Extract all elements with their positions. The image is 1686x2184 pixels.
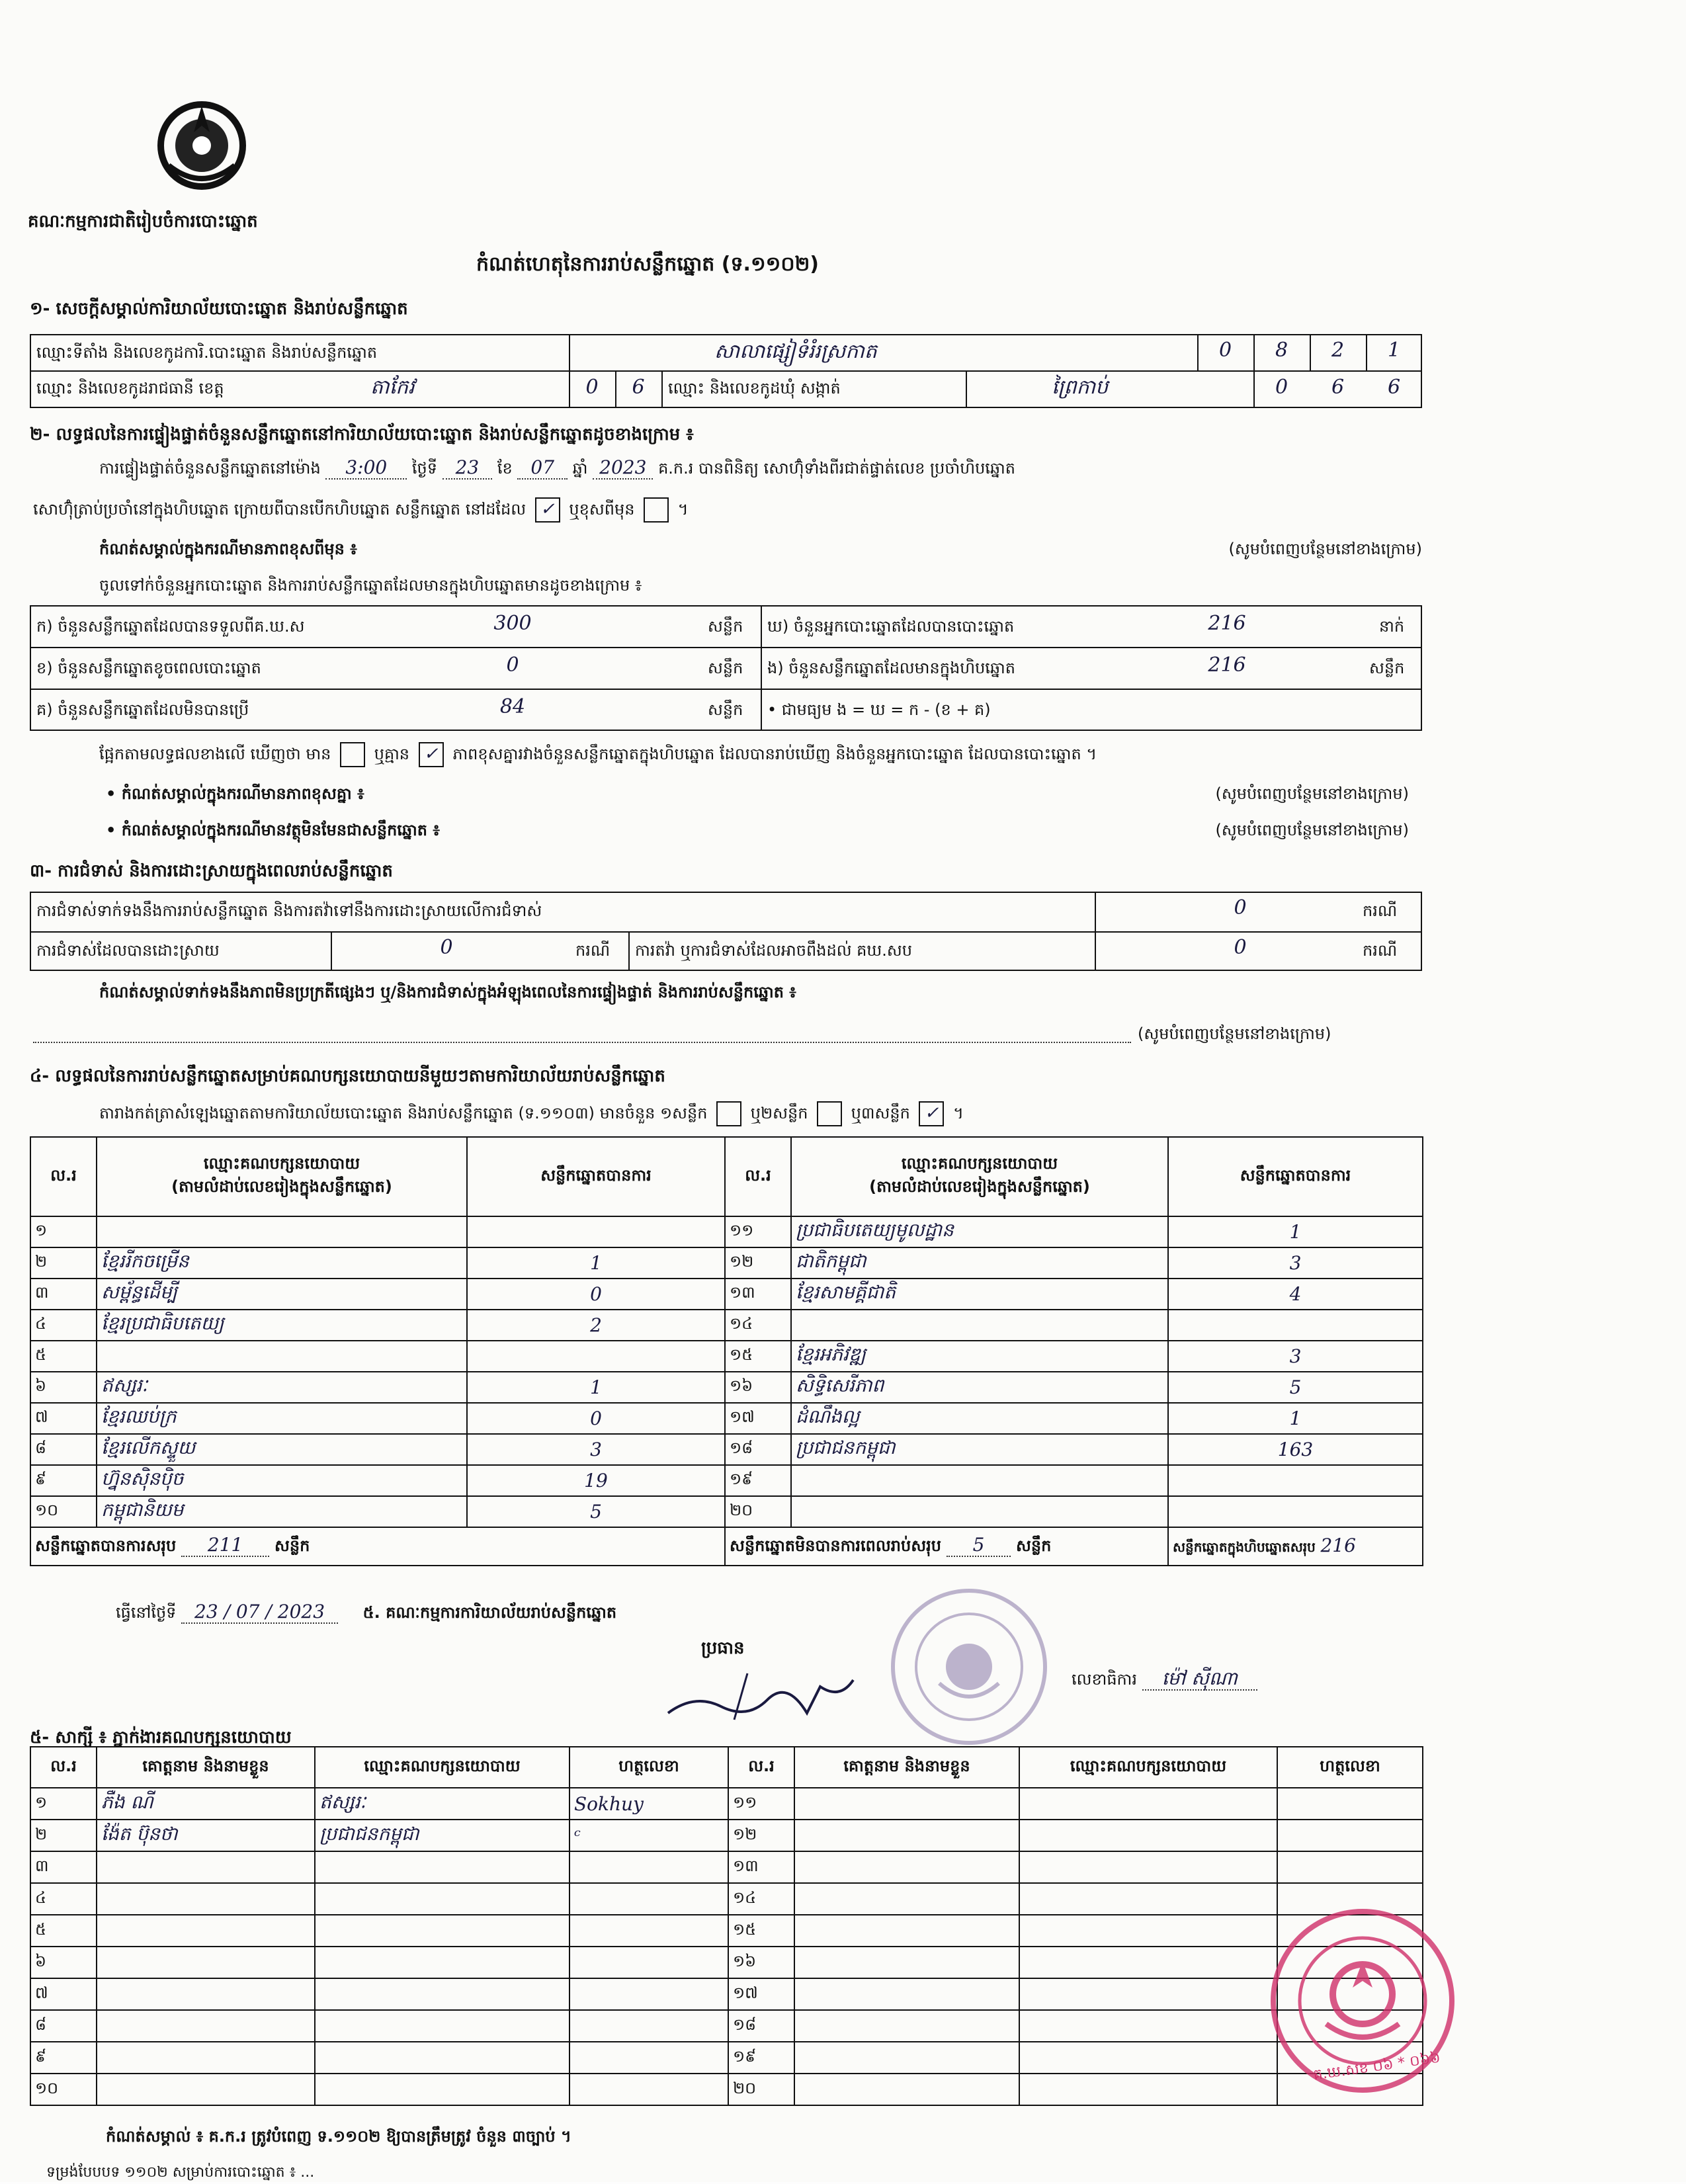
table-row	[30, 2042, 1423, 2074]
section4-intro-pre: តារាងកត់ត្រាសំឡេងឆ្នោតតាមការិយាល័យបោះឆ្នោត និងរាប់សន្លឹកឆ្នោត (ទ.១១០៣) មានចំនួន ១សន្លឹក	[99, 1104, 708, 1122]
witness-no-right: ១១	[728, 1788, 794, 1820]
date-row	[116, 1601, 616, 1626]
table-row	[30, 1465, 1423, 1496]
results-col-party-left-text: ឈ្មោះគណបក្សនយោបាយ	[203, 1154, 360, 1173]
total-valid: 211	[181, 1534, 269, 1557]
results-no-right: ១៤	[725, 1310, 791, 1341]
results-party-right: ដំណឹងល្អ	[791, 1403, 1168, 1434]
witness-name-left	[97, 1947, 315, 1978]
form-title: កំណត់ហេតុនៃការរាប់សន្លឹកឆ្នោត (ទ.១១០២)	[476, 253, 820, 276]
witness-no-left: ៥	[30, 1915, 97, 1947]
commune-value: ព្រៃកាប់	[1052, 376, 1109, 399]
table-row	[30, 1372, 1423, 1403]
results-no-right: ១១	[725, 1216, 791, 1247]
total-invalid: 5	[947, 1534, 1011, 1557]
witness-name-left: ង៉ែត ប៊ុនថា	[97, 1820, 315, 1851]
two-sheet-checkbox[interactable]	[817, 1101, 842, 1126]
location-code-2: 8	[1275, 339, 1288, 362]
section3-heading: ៣- ការជំទាស់ និងការដោះស្រាយក្នុងពេលរាប់សន្លឹកឆ្នោត	[30, 861, 393, 881]
witness-no-left: ២	[30, 1820, 97, 1851]
results-col-party-right-sub: (តាមលំដាប់លេខរៀងក្នុងសន្លឹកឆ្នោត)	[869, 1177, 1090, 1196]
count-d-unit: នាក់	[1379, 617, 1405, 636]
count-a-label: ក) ចំនួនសន្លឹកឆ្នោតដែលបានទទួលពីគ.ឃ.ស	[36, 617, 305, 636]
results-no-left: ២	[30, 1247, 97, 1279]
location-code-3: 2	[1331, 339, 1345, 362]
witness-name-left	[97, 2074, 315, 2105]
witness-party-right	[1019, 2074, 1277, 2105]
witness-no-right: ១៨	[728, 2010, 794, 2042]
footer-note: កំណត់សម្គាល់ ៖ គ.ក.រ ត្រូវបំពេញ ទ.១១០២ ឱ្យបានត្រឹមត្រូវ ចំនួន ៣ច្បាប់ ។	[106, 2127, 571, 2146]
committee-label: ៥. គណៈកម្មការការិយាល័យរាប់សន្លឹកឆ្នោត	[362, 1603, 617, 1622]
witness-no-left: ៤	[30, 1883, 97, 1915]
results-col-votes-right: សន្លឹកឆ្នោតបានការ	[1168, 1137, 1423, 1216]
objection-row2-unit: ករណី	[575, 941, 611, 960]
objection-row1-value: 0	[1234, 896, 1247, 919]
objection-note-line	[33, 1042, 1131, 1043]
witness-sign-left: ᶜ	[569, 1820, 728, 1851]
witness-name-right	[794, 1883, 1019, 1915]
results-col-no-right: ល.រ	[725, 1137, 791, 1216]
verify-month: 07	[517, 456, 568, 480]
witness-name-left: ភឺង ណី	[97, 1788, 315, 1820]
results-col-votes-left: សន្លឹកឆ្នោតបានការ	[467, 1137, 725, 1216]
section4-intro-mid2: ឬ៣សន្លឹក	[851, 1104, 910, 1122]
results-party-right	[791, 1310, 1168, 1341]
bottom-note: ទម្រង់បែបបទ ១១០២ សម្រាប់ការបោះឆ្នោត ៖ ...	[46, 2164, 315, 2181]
total-invalid-unit: សន្លឹក	[1016, 1536, 1052, 1555]
results-party-left	[97, 1216, 467, 1247]
results-votes-right: 3	[1168, 1247, 1423, 1279]
witness-col-no-left: ល.រ	[30, 1747, 97, 1788]
section4-heading: ៤- លទ្ធផលនៃការរាប់សន្លឹកឆ្នោតសម្រាប់គណបក្សនយោបាយនីមួយៗតាមការិយាល័យរាប់សន្លឹកឆ្នោត	[30, 1066, 665, 1086]
table-row	[30, 2010, 1423, 2042]
province-code-1: 0	[585, 376, 599, 399]
witness-party-right	[1019, 2042, 1277, 2074]
verify-day: 23	[443, 456, 493, 480]
compare-pre: ផ្អែកតាមលទ្ធផលខាងលើ ឃើញថា មាន	[99, 745, 331, 763]
province-label: ឈ្មោះ និងលេខកូដរាជធានី ខេត្ត	[36, 379, 224, 398]
table-row	[30, 1434, 1423, 1465]
results-votes-left: 1	[467, 1247, 725, 1279]
witness-no-right: ១៤	[728, 1883, 794, 1915]
witness-party-right	[1019, 1978, 1277, 2010]
emblem-icon	[149, 93, 255, 198]
chair-signature	[655, 1654, 893, 1733]
results-body	[30, 1216, 1423, 1527]
witness-no-left: ១០	[30, 2074, 97, 2105]
no-difference-checkbox[interactable]: ✓	[419, 742, 444, 767]
witness-party-right	[1019, 1788, 1277, 1820]
witness-col-party-left: ឈ្មោះគណបក្សនយោបាយ	[315, 1747, 569, 1788]
witness-no-right: ១៩	[728, 2042, 794, 2074]
count-d-value: 216	[1208, 612, 1246, 635]
results-votes-left: 1	[467, 1372, 725, 1403]
results-party-right	[791, 1465, 1168, 1496]
witness-party-right	[1019, 2010, 1277, 2042]
table-row	[30, 1788, 1423, 1820]
results-votes-right	[1168, 1496, 1423, 1527]
verify-line2-alt: ឬខុសពីមុន	[569, 500, 635, 519]
witness-party-left: ឥស្សរៈ	[315, 1788, 569, 1820]
results-party-right	[791, 1496, 1168, 1527]
count-e-unit: សន្លឹក	[1369, 659, 1405, 677]
witness-party-left: ប្រជាជនកម្ពុជា	[315, 1820, 569, 1851]
secretary-name: ម៉ៅ ស៊ីណា	[1142, 1667, 1257, 1691]
count-d-label: ឃ) ចំនួនអ្នកបោះឆ្នោតដែលបានបោះឆ្នោត	[767, 617, 1015, 636]
totals-mid	[725, 1527, 1168, 1566]
witness-party-right	[1019, 1851, 1277, 1883]
results-no-right: ១៨	[725, 1434, 791, 1465]
province-value: តាកែវ	[370, 376, 415, 399]
results-no-left: ៧	[30, 1403, 97, 1434]
witness-sign-right	[1277, 1820, 1423, 1851]
results-no-right: ១៧	[725, 1403, 791, 1434]
results-table	[30, 1136, 1423, 1566]
secretary-row	[1072, 1667, 1257, 1694]
results-no-left: ៨	[30, 1434, 97, 1465]
results-votes-left	[467, 1341, 725, 1372]
province-code-2: 6	[632, 376, 645, 399]
table-row	[30, 1851, 1423, 1883]
count-formula: • ជាមធ្យម ង = ឃ = ក - (ខ + គ)	[767, 700, 991, 719]
witness-name-right	[794, 1788, 1019, 1820]
witness-name-right	[794, 1947, 1019, 1978]
witness-party-left	[315, 1978, 569, 2010]
witness-name-right	[794, 1978, 1019, 2010]
witness-no-left: ៨	[30, 2010, 97, 2042]
results-party-right: ប្រជាជនកម្ពុជា	[791, 1434, 1168, 1465]
results-party-left: កម្ពុជានិយម	[97, 1496, 467, 1527]
results-party-left: ឥស្សរៈ	[97, 1372, 467, 1403]
count-c-label: គ) ចំនួនសន្លឹកឆ្នោតដែលមិនបានប្រើ	[36, 700, 249, 719]
commune-code-2: 6	[1331, 376, 1345, 399]
verify-year: 2023	[593, 456, 653, 480]
witness-no-right: ១៥	[728, 1915, 794, 1947]
results-no-left: ៩	[30, 1465, 97, 1496]
compare-mid: ឬគ្មាន	[374, 745, 410, 763]
results-party-right: ប្រជាធិបតេយ្យមូលដ្ឋាន	[791, 1216, 1168, 1247]
bullet1-hint: (សូមបំពេញបន្ថែមនៅខាងក្រោម)	[1215, 784, 1409, 803]
witness-party-right	[1019, 1883, 1277, 1915]
witness-no-left: ១	[30, 1788, 97, 1820]
total-valid-unit: សន្លឹក	[274, 1536, 310, 1555]
witness-party-right	[1019, 1820, 1277, 1851]
results-votes-left: 0	[467, 1279, 725, 1310]
results-votes-right	[1168, 1310, 1423, 1341]
different-checkbox[interactable]	[644, 497, 669, 523]
count-b-unit: សន្លឹក	[708, 659, 743, 677]
witness-sign-left	[569, 1851, 728, 1883]
witness-col-name-right: គោត្តនាម និងនាមខ្លួន	[794, 1747, 1019, 1788]
note1-hint: (សូមបំពេញបន្ថែមនៅខាងក្រោម)	[1228, 540, 1422, 558]
compare-post: ភាពខុសគ្នារវាងចំនួនសន្លឹកឆ្នោតក្នុងហិបឆ្នោត ដែលបានរាប់ឃើញ និងចំនួនអ្នកបោះឆ្នោត ដែលបានបោះឆ្នោត ។	[452, 745, 1097, 763]
witness-sign-left	[569, 1978, 728, 2010]
witness-party-left	[315, 1883, 569, 1915]
verify-line1-pre: ការផ្ទៀងផ្ទាត់ចំនួនសន្លឹកឆ្នោតនៅម៉ោង	[99, 459, 321, 478]
table-row	[30, 1915, 1423, 1947]
count-c-unit: សន្លឹក	[708, 700, 743, 719]
witness-name-left	[97, 1915, 315, 1947]
one-sheet-checkbox[interactable]	[716, 1101, 741, 1126]
results-col-no-left: ល.រ	[30, 1137, 97, 1216]
results-party-left	[97, 1341, 467, 1372]
results-party-right: ខ្មែរអភិវឌ្ឍ	[791, 1341, 1168, 1372]
total-invalid-label: សន្លឹកឆ្នោតមិនបានការពេលរាប់សរុប	[730, 1536, 941, 1555]
witness-sign-right	[1277, 1788, 1423, 1820]
objection-row1-label: ការជំទាស់ទាក់ទងនឹងការរាប់សន្លឹកឆ្នោត និងការតវ៉ាទៅនឹងការដោះស្រាយលើការជំទាស់	[36, 902, 542, 920]
results-no-left: ១	[30, 1216, 97, 1247]
witness-sign-left	[569, 2042, 728, 2074]
committee-stamp	[886, 1584, 1052, 1749]
table-row	[30, 1947, 1423, 1978]
witness-party-left	[315, 1851, 569, 1883]
witness-sign-left	[569, 2010, 728, 2042]
location-code-1: 0	[1218, 339, 1232, 362]
count-b-value: 0	[506, 653, 519, 677]
section4-intro-mid1: ឬ២សន្លឹក	[750, 1104, 808, 1122]
results-party-left: ហ្វ៊ុនស៊ិនប៉ិច	[97, 1465, 467, 1496]
date-value: 23 / 07 / 2023	[181, 1601, 338, 1624]
witness-no-right: ២០	[728, 2074, 794, 2105]
results-votes-left: 3	[467, 1434, 725, 1465]
results-votes-left: 0	[467, 1403, 725, 1434]
witness-party-left	[315, 2010, 569, 2042]
section2-heading: ២- លទ្ធផលនៃការផ្ទៀងផ្ទាត់ចំនួនសន្លឹកឆ្នោតនៅការិយាល័យបោះឆ្នោត និងរាប់សន្លឹកឆ្នោតដូចខាងក្រោម ៖	[30, 425, 694, 444]
commune-code-3: 6	[1387, 376, 1401, 399]
witness-no-left: ៣	[30, 1851, 97, 1883]
witness-no-left: ៦	[30, 1947, 97, 1978]
witness-name-left	[97, 1978, 315, 2010]
secretary-label: លេខាធិការ	[1072, 1670, 1138, 1689]
witness-sign-left	[569, 1947, 728, 1978]
count-a-value: 300	[493, 612, 532, 635]
witness-col-party-right: ឈ្មោះគណបក្សនយោបាយ	[1019, 1747, 1277, 1788]
results-votes-left: 19	[467, 1465, 725, 1496]
results-votes-right: 5	[1168, 1372, 1423, 1403]
witness-party-right	[1019, 1915, 1277, 1947]
section4-intro: តារាងកត់ត្រាសំឡេងឆ្នោតតាមការិយាល័យបោះឆ្នោត និងរាប់សន្លឹកឆ្នោត (ទ.១១០៣) មានចំនួន ១សន្លឹក ឬ២សន្លឹក ឬ៣សន្លឹក ✓ ។	[99, 1101, 964, 1126]
witness-table	[30, 1746, 1423, 2106]
table-row	[30, 1279, 1423, 1310]
witness-body	[30, 1788, 1423, 2105]
bullet2-hint: (សូមបំពេញបន្ថែមនៅខាងក្រោម)	[1215, 821, 1409, 839]
total-box-label: សន្លឹកឆ្នោតក្នុងហិបឆ្នោតសរុប	[1173, 1539, 1316, 1555]
results-votes-left	[467, 1216, 725, 1247]
stamp-code: គ.ឃ.សខ ០៦ * ០៦៦	[1312, 2049, 1442, 2084]
results-col-party-right-text: ឈ្មោះគណបក្សនយោបាយ	[901, 1154, 1058, 1173]
witness-no-right: ១២	[728, 1820, 794, 1851]
table-row	[30, 2074, 1423, 2105]
note1-label: កំណត់សម្គាល់ក្នុងករណីមានភាពខុសពីមុន ៖	[99, 540, 357, 558]
witness-no-left: ៧	[30, 1978, 97, 2010]
results-col-party-left-sub: (តាមលំដាប់លេខរៀងក្នុងសន្លឹកឆ្នោត)	[171, 1177, 392, 1196]
results-no-left: ៣	[30, 1279, 97, 1310]
totals-left	[30, 1527, 725, 1566]
witness-name-right	[794, 1820, 1019, 1851]
results-votes-right: 4	[1168, 1279, 1423, 1310]
witness-no-left: ៩	[30, 2042, 97, 2074]
count-a-unit: សន្លឹក	[708, 617, 743, 636]
results-votes-right	[1168, 1465, 1423, 1496]
witness-col-no-right: ល.រ	[728, 1747, 794, 1788]
verify-month-label: ខែ	[497, 459, 513, 478]
results-votes-right: 3	[1168, 1341, 1423, 1372]
objection-row2-mid-value: 0	[1234, 936, 1247, 959]
count-e-value: 216	[1208, 653, 1246, 677]
date-label: ធ្វើនៅថ្ងៃទី	[116, 1603, 177, 1622]
bullet2-row	[106, 820, 1422, 843]
has-difference-checkbox[interactable]	[340, 742, 365, 767]
verify-time: 3:00	[325, 456, 407, 480]
witness-col-sign-left: ហត្ថលេខា	[569, 1747, 728, 1788]
witness-sign-left	[569, 1883, 728, 1915]
objection-row2-mid-unit: ករណី	[1363, 941, 1398, 960]
results-no-left: ៦	[30, 1372, 97, 1403]
witness-name-right	[794, 2074, 1019, 2105]
table-row	[30, 1216, 1423, 1247]
compare-line	[99, 742, 1097, 767]
witness-name-left	[97, 1851, 315, 1883]
commune-label: ឈ្មោះ និងលេខកូដឃុំ សង្កាត់	[668, 379, 841, 398]
results-votes-left: 2	[467, 1310, 725, 1341]
witness-name-right	[794, 1851, 1019, 1883]
count-c-value: 84	[499, 695, 526, 718]
total-box: 216	[1320, 1534, 1356, 1556]
results-no-right: ២០	[725, 1496, 791, 1527]
commune-code-1: 0	[1275, 376, 1288, 399]
location-code-4: 1	[1387, 339, 1401, 362]
witness-no-right: ១៦	[728, 1947, 794, 1978]
results-party-right: ជាតិកម្ពុជា	[791, 1247, 1168, 1279]
witness-name-right	[794, 1915, 1019, 1947]
bullet1-row	[106, 784, 1422, 807]
results-votes-right: 163	[1168, 1434, 1423, 1465]
witness-party-left	[315, 2042, 569, 2074]
results-no-right: ១៥	[725, 1341, 791, 1372]
witness-col-sign-right: ហត្ថលេខា	[1277, 1747, 1423, 1788]
section5-heading: ៥- សាក្សី ៖ ភ្នាក់ងារគណបក្សនយោបាយ	[30, 1728, 292, 1747]
results-col-party-left	[97, 1137, 467, 1216]
witness-sign-left	[569, 2074, 728, 2105]
results-no-right: ១៣	[725, 1279, 791, 1310]
table-row	[30, 1820, 1423, 1851]
witness-sign-right	[1277, 1851, 1423, 1883]
location-value: សាលាផ្សៀទំរំរស្រកាត	[714, 340, 877, 363]
note1-row	[99, 539, 1422, 562]
verify-line2-text: សោហ៊ុំត្រាប់ប្រចាំនៅក្នុងហិបឆ្នោត ក្រោយពីបានបើកហិបឆ្នោត សន្លឹកឆ្នោត នៅដដែល	[33, 500, 527, 519]
results-votes-left: 5	[467, 1496, 725, 1527]
witness-sign-left: Sokhuy	[569, 1788, 728, 1820]
table-row	[30, 1341, 1423, 1372]
verify-year-label: ឆ្នាំ	[572, 459, 588, 478]
count-b-label: ខ) ចំនួនសន្លឹកឆ្នោតខូចពេលបោះឆ្នោត	[36, 659, 261, 677]
results-no-right: ១៦	[725, 1372, 791, 1403]
witness-party-right	[1019, 1947, 1277, 1978]
witness-col-name-left: គោត្តនាម និងនាមខ្លួន	[97, 1747, 315, 1788]
objection-row2-label: ការជំទាស់ដែលបានដោះស្រាយ	[36, 941, 220, 960]
objection-note: កំណត់សម្គាល់ទាក់ទងនឹងភាពមិនប្រក្រតីផ្សេងៗ ឬ/និងការជំទាស់ក្នុងអំឡុងពេលនៃការផ្ទៀងផ្ទាត់ និងការរាប់សន្លឹកឆ្នោត ៖	[99, 983, 796, 1001]
results-party-right: សិទ្ធិសេរីភាព	[791, 1372, 1168, 1403]
witness-sign-left	[569, 1915, 728, 1947]
witness-name-left	[97, 1883, 315, 1915]
results-no-left: ៤	[30, 1310, 97, 1341]
results-party-left: ខ្មែរលើកស្ទួយ	[97, 1434, 467, 1465]
results-no-right: ១៩	[725, 1465, 791, 1496]
witness-name-left	[97, 2042, 315, 2074]
results-col-party-right	[791, 1137, 1168, 1216]
verify-line1	[99, 456, 1015, 482]
witness-name-right	[794, 2010, 1019, 2042]
totals-right	[1168, 1527, 1423, 1566]
three-sheet-checkbox[interactable]: ✓	[919, 1101, 944, 1126]
witness-name-left	[97, 2010, 315, 2042]
table-row	[30, 1883, 1423, 1915]
witness-party-left	[315, 2074, 569, 2105]
witness-name-right	[794, 2042, 1019, 2074]
objection-row1-unit: ករណី	[1363, 902, 1398, 920]
results-party-left: ខ្មែររីកចម្រើន	[97, 1247, 467, 1279]
witness-no-right: ១៧	[728, 1978, 794, 2010]
table-row	[30, 1978, 1423, 2010]
verify-line1-post: គ.ក.រ បានពិនិត្យ សោហ៊ុំទាំងពីរជាត់ផ្ទាត់លេខ ប្រចាំហិបឆ្នោត	[658, 459, 1016, 478]
chair-label: ប្រធាន	[701, 1638, 745, 1658]
table-row	[30, 1247, 1423, 1279]
witness-no-right: ១៣	[728, 1851, 794, 1883]
verify-day-label: ថ្ងៃទី	[411, 459, 437, 478]
results-party-right: ខ្មែរសាមគ្គីជាតិ	[791, 1279, 1168, 1310]
results-party-left: ខ្មែរប្រជាធិបតេយ្យ	[97, 1310, 467, 1341]
table-row	[30, 1310, 1423, 1341]
results-no-right: ១២	[725, 1247, 791, 1279]
total-valid-label: សន្លឹកឆ្នោតបានការសរុប	[35, 1536, 177, 1555]
objection-row2-value: 0	[440, 936, 453, 959]
table-row	[30, 1496, 1423, 1527]
verify-line2: សោហ៊ុំត្រាប់ប្រចាំនៅក្នុងហិបឆ្នោត ក្រោយពីបានបើកហិបឆ្នោត សន្លឹកឆ្នោត នៅដដែល ✓ ឬខុសពីមុន ។	[33, 497, 689, 523]
location-label: ឈ្មោះទីតាំង និងលេខកូដការិ.បោះឆ្នោត និងរាប់សន្លឹកឆ្នោត	[36, 343, 378, 362]
count-e-label: ង) ចំនួនសន្លឹកឆ្នោតដែលមានក្នុងហិបឆ្នោត	[767, 659, 1015, 677]
org-name: គណៈកម្មការជាតិរៀបចំការបោះឆ្នោត	[28, 212, 258, 231]
witness-party-left	[315, 1947, 569, 1978]
section1-heading: ១- សេចក្ដីសម្គាល់ការិយាល័យបោះឆ្នោត និងរាប់សន្លឹកឆ្នោត	[30, 299, 408, 319]
counts-intro: ចូលទៅក់ចំនួនអ្នកបោះឆ្នោត និងការរាប់សន្លឹកឆ្នោតដែលមានក្នុងហិបឆ្នោតមានដូចខាងក្រោម ៖	[99, 576, 642, 595]
results-no-left: ១០	[30, 1496, 97, 1527]
table-row	[30, 1403, 1423, 1434]
results-party-left: ខ្មែរឈប់ក្រ	[97, 1403, 467, 1434]
results-votes-right: 1	[1168, 1216, 1423, 1247]
bullet2: • កំណត់សម្គាល់ក្នុងករណីមានវត្ថុមិនមែនជាសន្លឹកឆ្នោត ៖	[106, 821, 440, 839]
results-no-left: ៥	[30, 1341, 97, 1372]
objection-note-hint: (សូមបំពេញបន្ថែមនៅខាងក្រោម)	[1138, 1025, 1331, 1043]
results-votes-right: 1	[1168, 1403, 1423, 1434]
witness-party-left	[315, 1915, 569, 1947]
same-checkbox[interactable]: ✓	[535, 497, 560, 523]
bullet1: • កំណត់សម្គាល់ក្នុងករណីមានភាពខុសគ្នា ៖	[106, 784, 364, 803]
results-party-left: សម្ព័ន្ធដើម្បី	[97, 1279, 467, 1310]
objection-row2-mid-label: ការតវ៉ា ឬការជំទាស់ដែលអាចពឹងដល់ គឃ.សប	[635, 941, 912, 960]
